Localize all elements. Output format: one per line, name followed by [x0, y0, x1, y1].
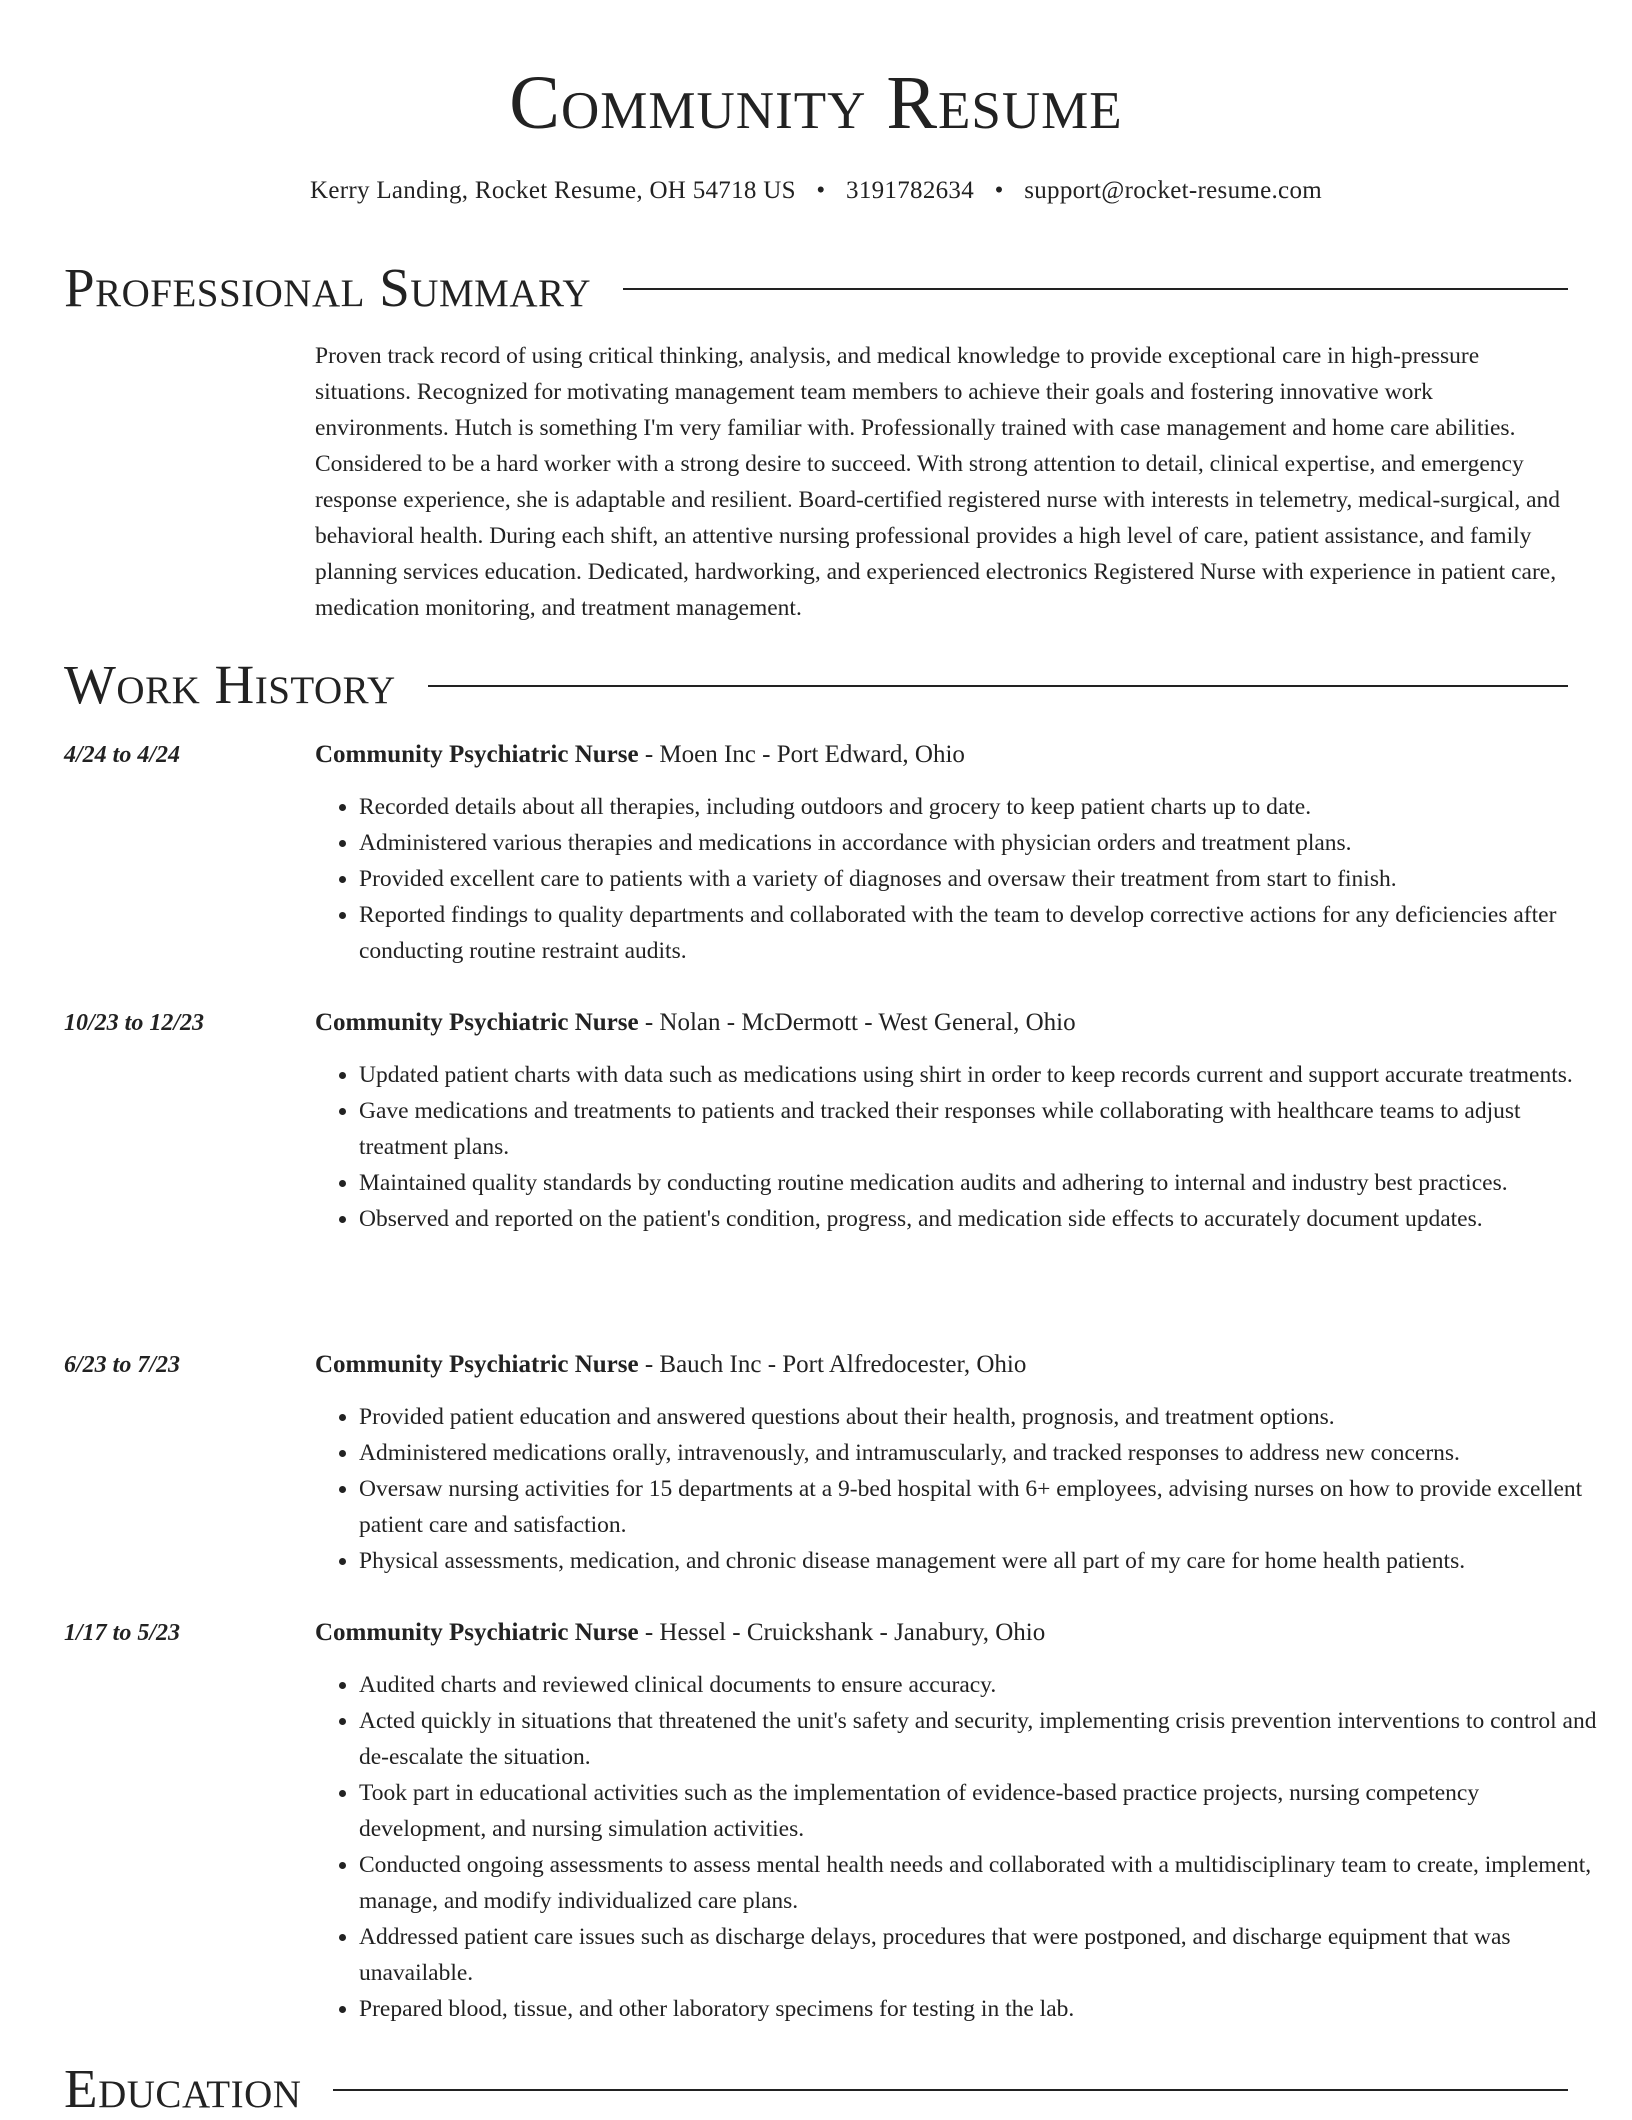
job-title: Community Psychiatric Nurse [315, 1619, 639, 1646]
candidate-name: Community Resume [509, 61, 1123, 145]
job-dates: 1/17 to 5/23 [64, 1620, 181, 1646]
job-bullet: • Administered medications orally, intravenously, and intramuscularly, and tracked responses to address new concerns. [359, 1435, 1612, 1471]
section-header-education [64, 2058, 1568, 2120]
job-bullet: • Audited charts and reviewed clinical documents to ensure accuracy. [359, 1667, 1612, 1703]
job-bullet: • Acted quickly in situations that threatened the unit's safety and security, implementing crisis prevention interventions to control and de-escalate the situation. [359, 1703, 1612, 1775]
job-bullet: • Provided patient education and answered questions about their health, prognosis, and treatment options. [359, 1399, 1612, 1435]
contact-email: support@rocket-resume.com [1024, 177, 1322, 204]
job-dates: 10/23 to 12/23 [64, 1010, 205, 1036]
section-divider [428, 685, 1568, 687]
job-bullets [315, 1057, 1612, 1237]
job-heading [315, 737, 1568, 773]
job-employer: - Nolan - McDermott - West General, Ohio [638, 1009, 1076, 1036]
job-heading [315, 1615, 1568, 1651]
job-employer: - Hessel - Cruickshank - Janabury, Ohio [638, 1619, 1046, 1646]
job-bullet: • Recorded details about all therapies, including outdoors and grocery to keep patient charts up to date. [359, 789, 1612, 825]
section-title: Education [64, 2058, 302, 2119]
section-title: Work History [64, 654, 396, 715]
job-employer: - Moen Inc - Port Edward, Ohio [638, 741, 965, 768]
job-bullet: • Addressed patient care issues such as discharge delays, procedures that were postponed, and discharge equipment that was unavailable. [359, 1919, 1612, 1991]
job-dates: 4/24 to 4/24 [64, 742, 181, 768]
section-divider [623, 288, 1568, 290]
section-divider [333, 2089, 1568, 2091]
job-dates: 6/23 to 7/23 [64, 1352, 181, 1378]
job-bullet: • Updated patient charts with data such as medications using shirt in order to keep records current and support accurate treatments. [359, 1057, 1612, 1093]
contact-phone: 3191782634 [846, 177, 975, 204]
contact-address: Kerry Landing, Rocket Resume, OH 54718 US [309, 177, 796, 204]
job-title: Community Psychiatric Nurse [315, 1351, 639, 1378]
job-bullet: • Took part in educational activities such as the implementation of evidence-based practice projects, nursing competency development, and nursing simulation activities. [359, 1775, 1612, 1847]
job-bullet: • Prepared blood, tissue, and other laboratory specimens for testing in the lab. [359, 1991, 1612, 2027]
section-header-summary [64, 257, 1568, 319]
job-title: Community Psychiatric Nurse [315, 741, 639, 768]
job-bullet: • Administered various therapies and medications in accordance with physician orders and treatment plans. [359, 825, 1612, 861]
job-bullets [315, 1667, 1612, 2027]
contact-separator: • [816, 177, 826, 204]
job-bullet: • Conducted ongoing assessments to assess mental health needs and collaborated with a multidisciplinary team to create, implement, manage, and modify individualized care plans. [359, 1847, 1612, 1919]
job-heading [315, 1347, 1568, 1383]
job-employer: - Bauch Inc - Port Alfredocester, Ohio [638, 1351, 1027, 1378]
section-title: Professional Summary [64, 257, 592, 318]
job-bullet: • Observed and reported on the patient's condition, progress, and medication side effects to accurately document updates. [359, 1201, 1612, 1237]
job-bullet: • Oversaw nursing activities for 15 departments at a 9-bed hospital with 6+ employees, advising nurses on how to provide excellent patient care and satisfaction. [359, 1471, 1612, 1543]
job-bullet: • Physical assessments, medication, and chronic disease management were all part of my care for home health patients. [359, 1543, 1612, 1579]
summary-text: Proven track record of using critical thinking, analysis, and medical knowledge to provide exceptional care in high-pressure situations. Recognized for motivating management team members to achieve their goals and fostering innovative work environments. Hutch is something I'm very familiar with. Professionally trained with case management and home care abilities. Considered to be a hard worker with a strong desire to succeed. With strong attention to detail, clinical expertise, and emergency response experience, she is adaptable and resilient. Board-certified registered nurse with interests in telemetry, medical-surgical, and behavioral health. During each shift, an attentive nursing professional provides a high level of care, patient assistance, and family planning services education. Dedicated, hardworking, and experienced electronics Registered Nurse with experience in patient care, medication monitoring, and treatment management. [315, 343, 1561, 621]
job-bullet: • Reported findings to quality departments and collaborated with the team to develop corrective actions for any deficiencies after conducting routine restraint audits. [359, 897, 1612, 969]
section-header-work-history [64, 654, 1568, 716]
job-heading [315, 1005, 1568, 1041]
contact-line [0, 174, 1632, 208]
job-bullet: • Maintained quality standards by conducting routine medication audits and adhering to internal and industry best practices. [359, 1165, 1612, 1201]
job-bullets [315, 789, 1612, 969]
job-bullet: • Gave medications and treatments to patients and tracked their responses while collaborating with healthcare teams to adjust treatment plans. [359, 1093, 1612, 1165]
contact-separator: • [994, 177, 1004, 204]
job-bullet: • Provided excellent care to patients with a variety of diagnoses and oversaw their treatment from start to finish. [359, 861, 1612, 897]
job-title: Community Psychiatric Nurse [315, 1009, 639, 1036]
job-bullets [315, 1399, 1612, 1579]
